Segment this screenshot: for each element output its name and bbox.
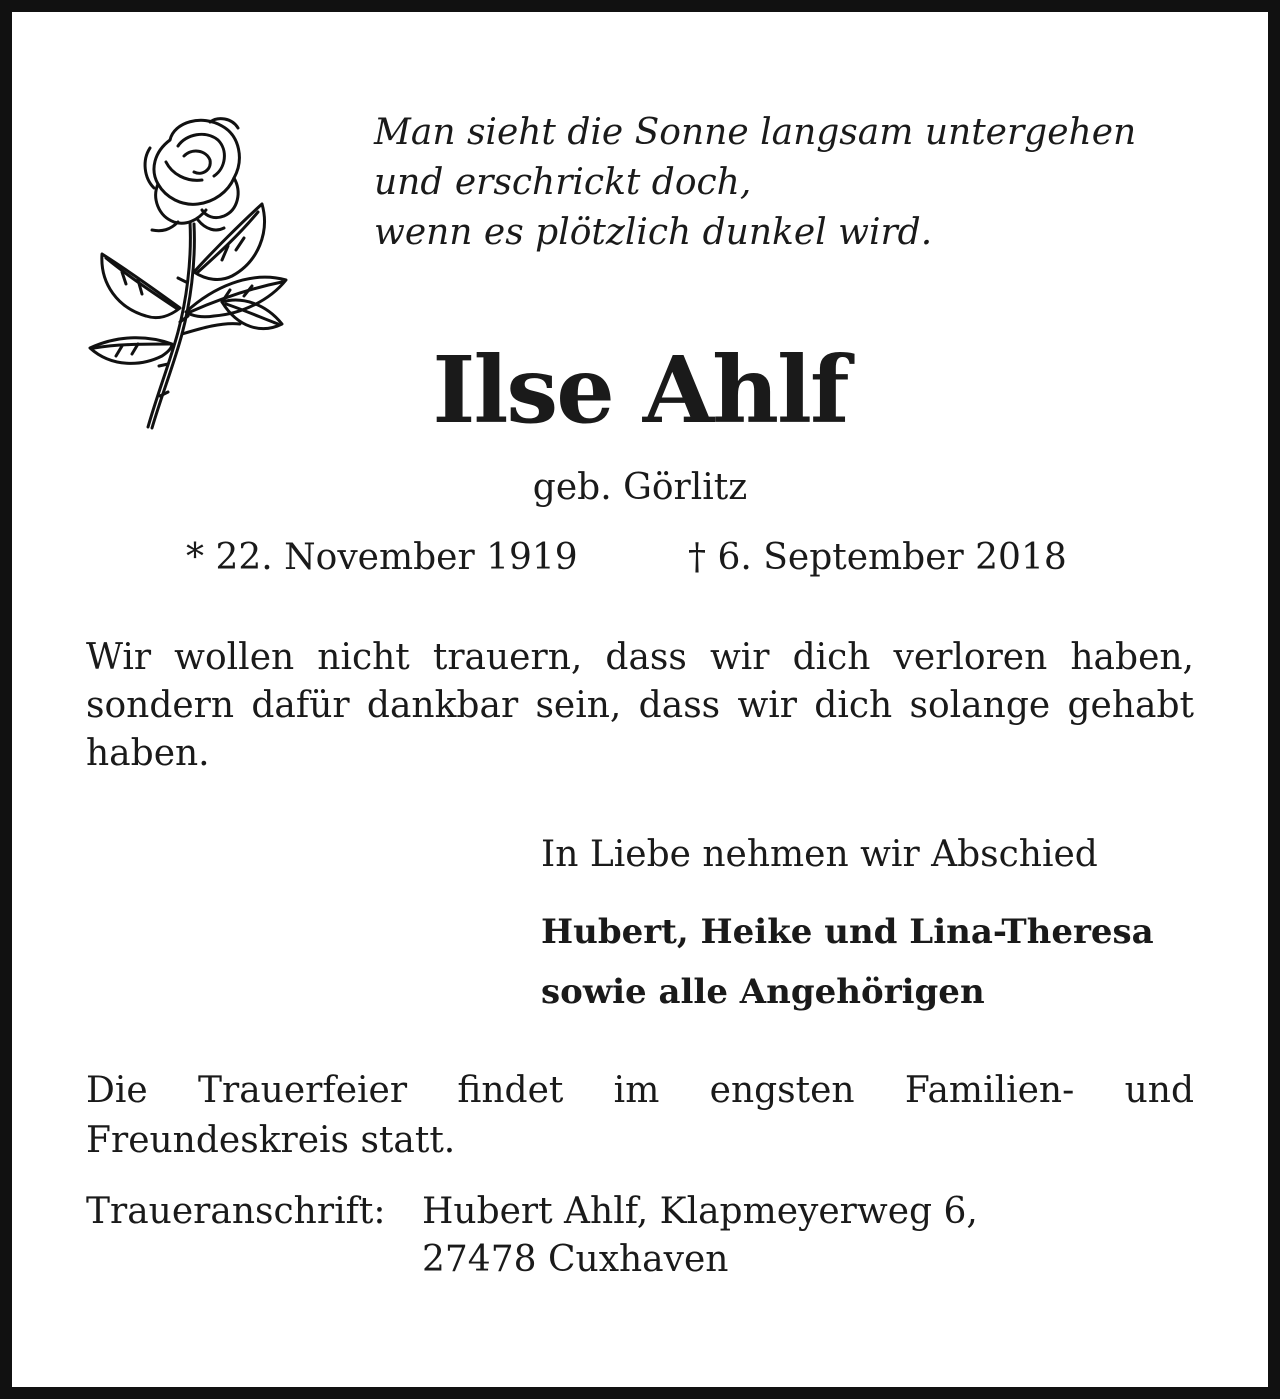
address-line: 27478 Cuxhaven [422, 1239, 729, 1280]
poem-line: Man sieht die Sonne langsam untergehen [374, 112, 1137, 153]
poem [374, 108, 1234, 258]
farewell-line: In Liebe nehmen wir Abschied [541, 834, 1098, 875]
mourners-line: sowie alle Angehörigen [541, 972, 985, 1012]
mourning-address [86, 1188, 978, 1284]
poem-line: wenn es plötzlich dunkel wird. [374, 212, 933, 253]
mourners-line: Hubert, Heike und Lina-Theresa [541, 912, 1154, 952]
birth-date: * 22. November 1919 [186, 537, 578, 578]
mourners [541, 902, 1196, 1022]
poem-line: und erschrickt doch, [374, 162, 752, 203]
address-line: Hubert Ahlf, Klapmeyerweg 6, [422, 1191, 978, 1232]
deceased-name: Ilse Ahlf [432, 336, 848, 444]
address-label: Traueranschrift: [86, 1191, 386, 1232]
memorial-quote: Wir wollen nicht trauern, dass wir dich verloren haben, sondern dafür dankbar sein, dass wir dich solange gehabt haben. [86, 637, 1194, 774]
service-notice: Die Trauerfeier findet im engsten Familien- und Freundeskreis statt. [86, 1070, 1194, 1161]
death-date: † 6. September 2018 [688, 537, 1067, 578]
maiden-name: geb. Görlitz [532, 467, 748, 508]
